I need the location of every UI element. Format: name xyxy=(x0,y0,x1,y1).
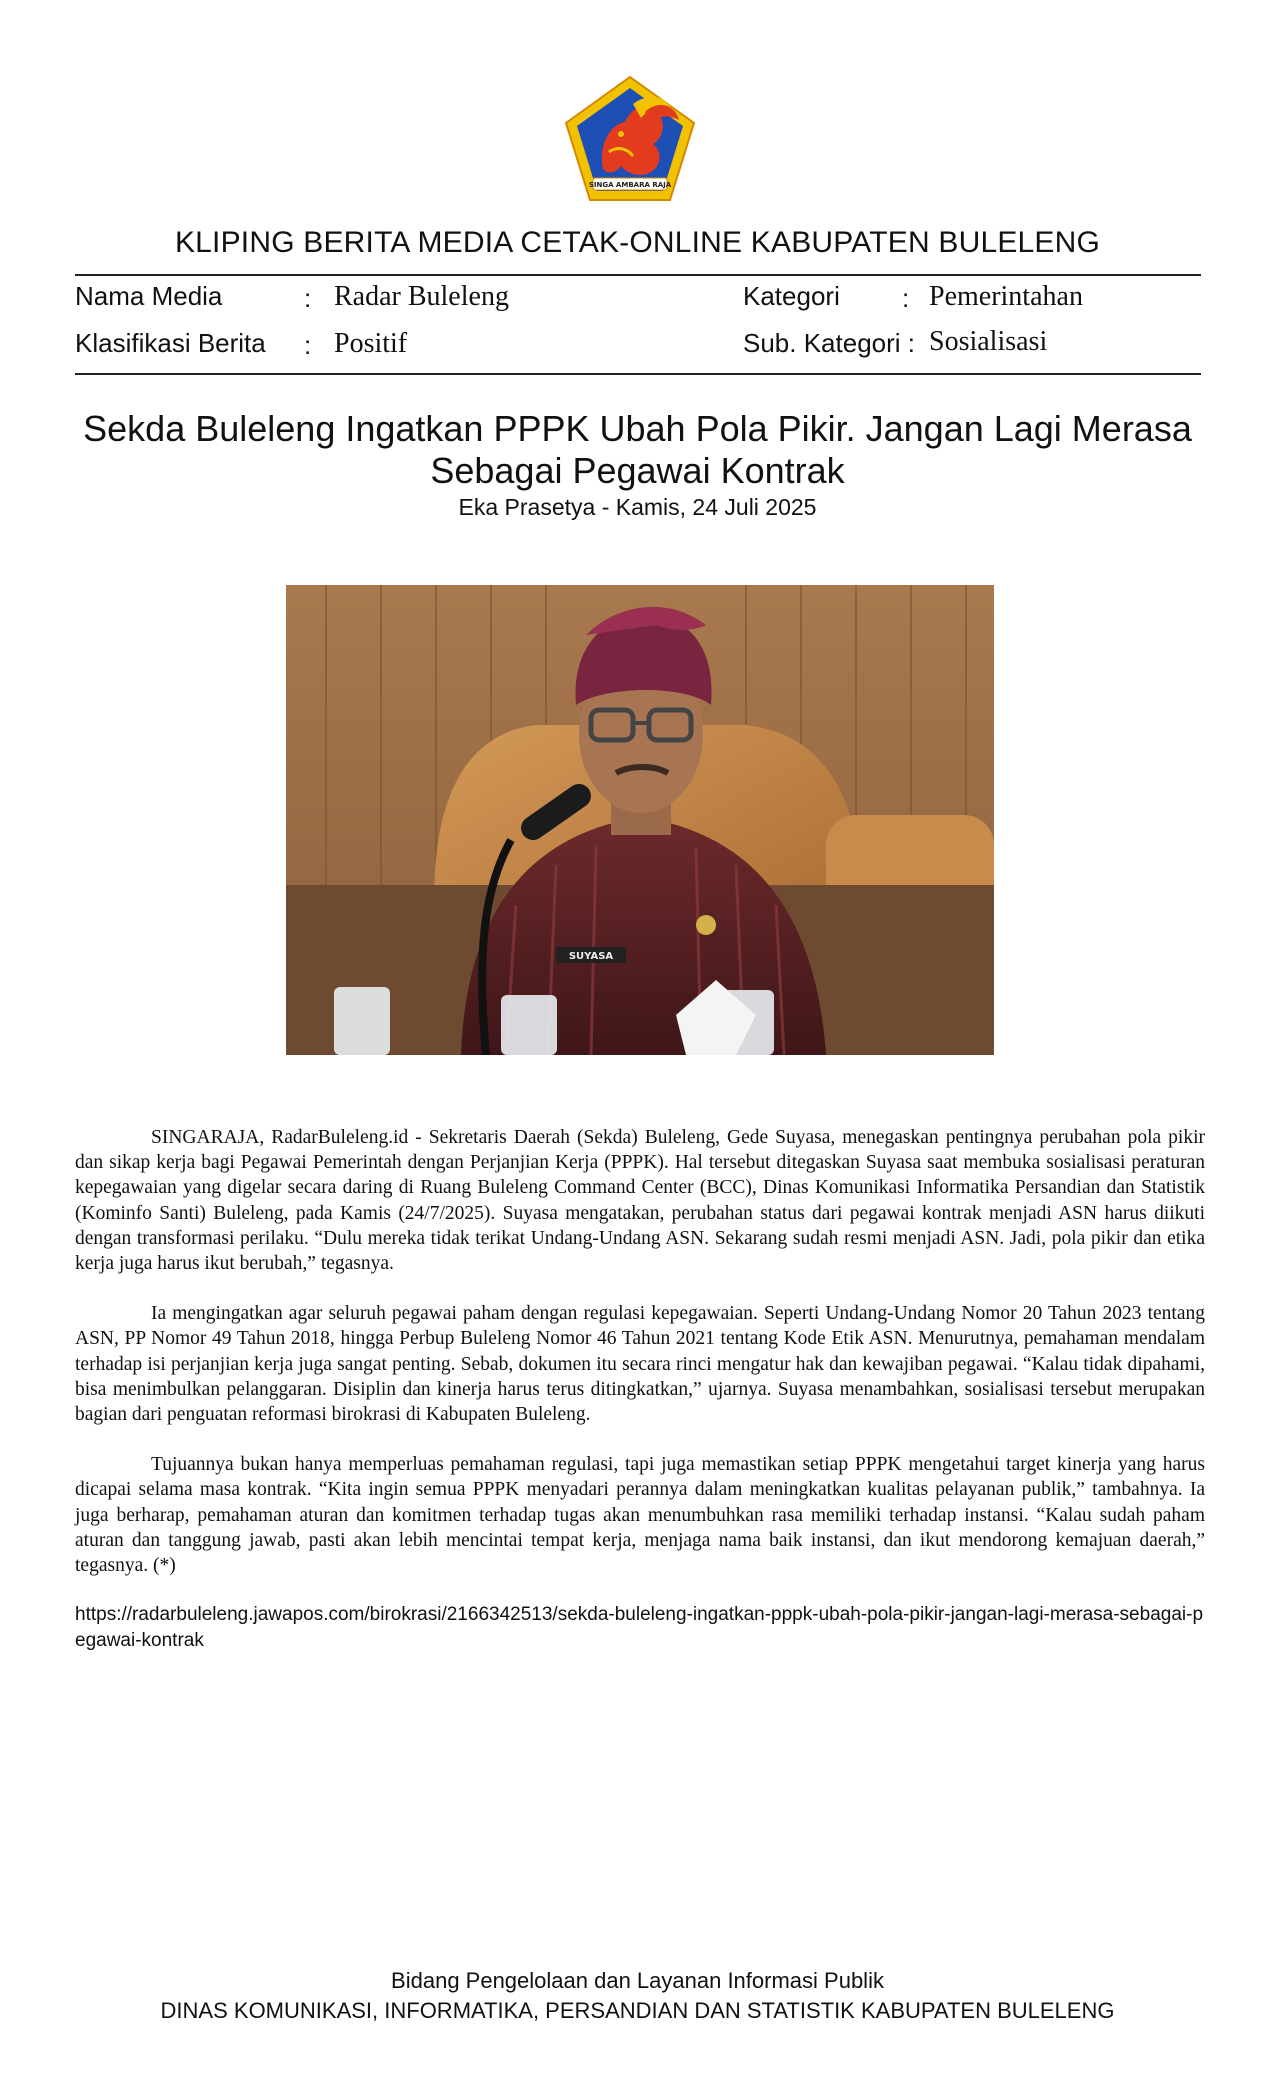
svg-text:SUYASA: SUYASA xyxy=(568,951,614,962)
article-title: Sekda Buleleng Ingatkan PPPK Ubah Pola Pikir. Jangan Lagi Merasa Sebagai Pegawai Kontrak xyxy=(83,408,1192,491)
top-divider xyxy=(75,274,1201,276)
article-paragraph: Tujuannya bukan hanya memperluas pemahaman regulasi, tapi juga memastikan setiap PPPK mengetahui target kinerja yang harus dicapai selama masa kontrak. “Kita ingin semua PPPK menyadari perannya dalam meningkatkan kualitas pelayanan publik,” tambahnya. Ia juga berharap, pemahaman aturan dan komitmen terhadap tugas akan menumbuhkan rasa memiliki terhadap instansi. “Kalau sudah paham aturan dan tanggung jawab, pasti akan lebih mencintai tempat kerja, menjaga nama baik instansi, dan ikut mendorong kemajuan daerah,” tegasnya. (*) xyxy=(75,1454,1205,1577)
document-heading: KLIPING BERITA MEDIA CETAK-ONLINE KABUPATEN BULELENG xyxy=(174,226,1101,259)
media-label: Nama Media xyxy=(75,281,223,311)
source-url: https://radarbuleleng.jawapos.com/birokrasi/2166342513/sekda-buleleng-ingatkan-pppk-ubah-pola-pikir-jangan-lagi-merasa-sebagai-pegawai-kontrak xyxy=(75,1604,1204,1651)
kategori-label: Kategori xyxy=(743,281,840,311)
klasifikasi-colon: : xyxy=(304,330,312,360)
media-value: Radar Buleleng xyxy=(334,281,509,312)
footer-agency: DINAS KOMUNIKASI, INFORMATIKA, PERSANDIAN DAN STATISTIK KABUPATEN BULELENG xyxy=(160,1998,1115,2023)
article-body xyxy=(75,1125,1205,1603)
kabupaten-buleleng-crest-icon xyxy=(563,74,697,204)
subkategori-label: Sub. Kategori : xyxy=(743,328,915,358)
kategori-colon: : xyxy=(902,283,910,313)
klasifikasi-label: Klasifikasi Berita xyxy=(75,328,266,358)
bottom-divider xyxy=(75,373,1201,375)
article-paragraph: SINGARAJA, RadarBuleleng.id - Sekretaris Daerah (Sekda) Buleleng, Gede Suyasa, menegaskan pentingnya perubahan pola pikir dan sikap kerja bagi Pegawai Pemerintah dengan Perjanjian Kerja (PPPK). Hal tersebut ditegaskan Suyasa saat membuka sosialisasi peraturan kepegawaian yang digelar secara daring di Ruang Buleleng Command Center (BCC), Dinas Komunikasi Informatika Persandian dan Statistik (Kominfo Santi) Buleleng, pada Kamis (24/7/2025). Suyasa mengatakan, perubahan status dari pegawai kontrak menjadi ASN harus diikuti dengan transformasi perilaku. “Dulu mereka tidak terikat Undang-Undang ASN. Sekarang sudah resmi menjadi ASN. Jadi, pola pikir dan etika kerja juga harus ikut berubah,” tegasnya. xyxy=(75,1127,1205,1275)
article-photo xyxy=(286,585,994,1055)
media-colon: : xyxy=(304,283,312,313)
article-paragraph: Ia mengingatkan agar seluruh pegawai paham dengan regulasi kepegawaian. Seperti Undang-Undang Nomor 20 Tahun 2023 tentang ASN, PP Nomor 49 Tahun 2018, hingga Perbup Buleleng Nomor 46 Tahun 2021 tentang Kode Etik ASN. Menurutnya, pemahaman mendalam terhadap isi perjanjian kerja juga sangat penting. Sebab, dokumen itu secara rinci mengatur hak dan kewajiban pegawai. “Kalau tidak dipahami, bisa menimbulkan pelanggaran. Disiplin dan kinerja harus terus ditingkatkan,” ujarnya. Suyasa menambahkan, sosialisasi tersebut merupakan bagian dari penguatan reformasi birokrasi di Kabupaten Buleleng. xyxy=(75,1303,1205,1426)
subkategori-value: Sosialisasi xyxy=(929,326,1048,357)
kategori-value: Pemerintahan xyxy=(929,281,1083,312)
article-byline: Eka Prasetya - Kamis, 24 Juli 2025 xyxy=(458,494,817,520)
svg-text:SINGA AMBARA RAJA: SINGA AMBARA RAJA xyxy=(588,181,672,189)
footer-division: Bidang Pengelolaan dan Layanan Informasi Publik xyxy=(391,1968,884,1993)
klasifikasi-value: Positif xyxy=(334,328,408,359)
